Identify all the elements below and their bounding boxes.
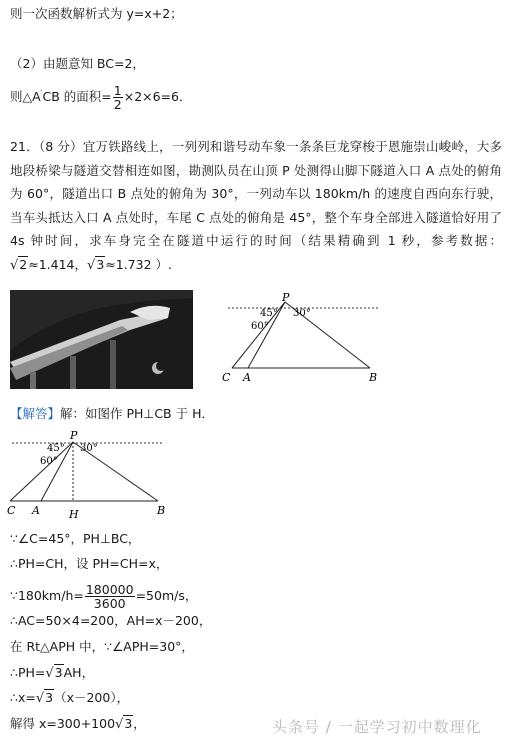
train-bridge-photo [10,290,193,389]
label-h: H [69,508,79,521]
label-p: P [70,430,78,442]
step-2: ∴PH=CH，设 PH=CH=x， [10,556,169,571]
fraction-one-half: $\frac{1}{2}$ [113,83,122,112]
figure-1-triangle [218,291,388,387]
watermark: 头条号 / 一起学习初中数理化 [272,718,482,736]
text-line-bc: （2）由题意知 BC=2， [10,56,145,71]
solution-header: 【解答】解：如图作 PH⊥CB 于 H． [10,406,214,421]
step-4: ∴AC=50×4=200，AH=x－200， [10,613,212,628]
step-3: ∵180km/h= $\frac{180000}{3600}$ =50m/s， [10,582,198,611]
label-30: 30° [293,308,311,319]
label-c: C [222,371,231,384]
step-6: ∴PH=√3AH， [10,665,95,681]
label-45: 45° [260,308,278,319]
problem-21-text: 21．（8 分）宜万铁路线上，一列列和谐号动车象一条条巨龙穿梭于恩施崇山峻岭，大多地段桥梁与隧道交替相连如图，勘测队员在山顶 P 处测得山脚下隧道入口 A 点处的俯角为 60°，隧道出口 B 点处的俯角为 30°，一列动车以 180km/h 的速度自西向东行驶，当车头抵达入口 A 点处时，车尾 C 点处的俯角是 45°，整个车身全部进入隧道恰好用了 4s 钟时间，求车身完全在隧道中运行的时间（结果精确到 1 秒，参考数据：√2≈1.414，√3≈1.732 ）. [10,139,502,273]
label-c: C [7,504,16,517]
label-a: A [243,371,251,384]
figure-2-triangle [4,430,174,522]
label-p: P [282,291,290,304]
step-7: ∴x=√3（x－200）， [10,690,130,706]
step-8: 解得 x=300+100√3， [10,716,146,732]
label-a: A [32,504,40,517]
label-45: 45° [47,443,65,454]
text-line-linear-function: 则一次函数解析式为 y=x+2； [10,6,183,21]
text-line-area: 则△A′CB 的面积= $\frac{1}{2}$ ×2×6=6． [10,83,192,112]
label-b: B [369,371,378,384]
label-b: B [157,504,166,517]
fraction-speed: $\frac{180000}{3600}$ [85,582,134,611]
step-1: ∵∠C=45°，PH⊥BC， [10,531,141,546]
step-5: 在 Rt△APH 中，∵∠APH=30°， [10,639,194,654]
label-30: 30° [80,443,98,454]
label-60: 60° [251,321,269,332]
label-60: 60° [40,456,58,467]
